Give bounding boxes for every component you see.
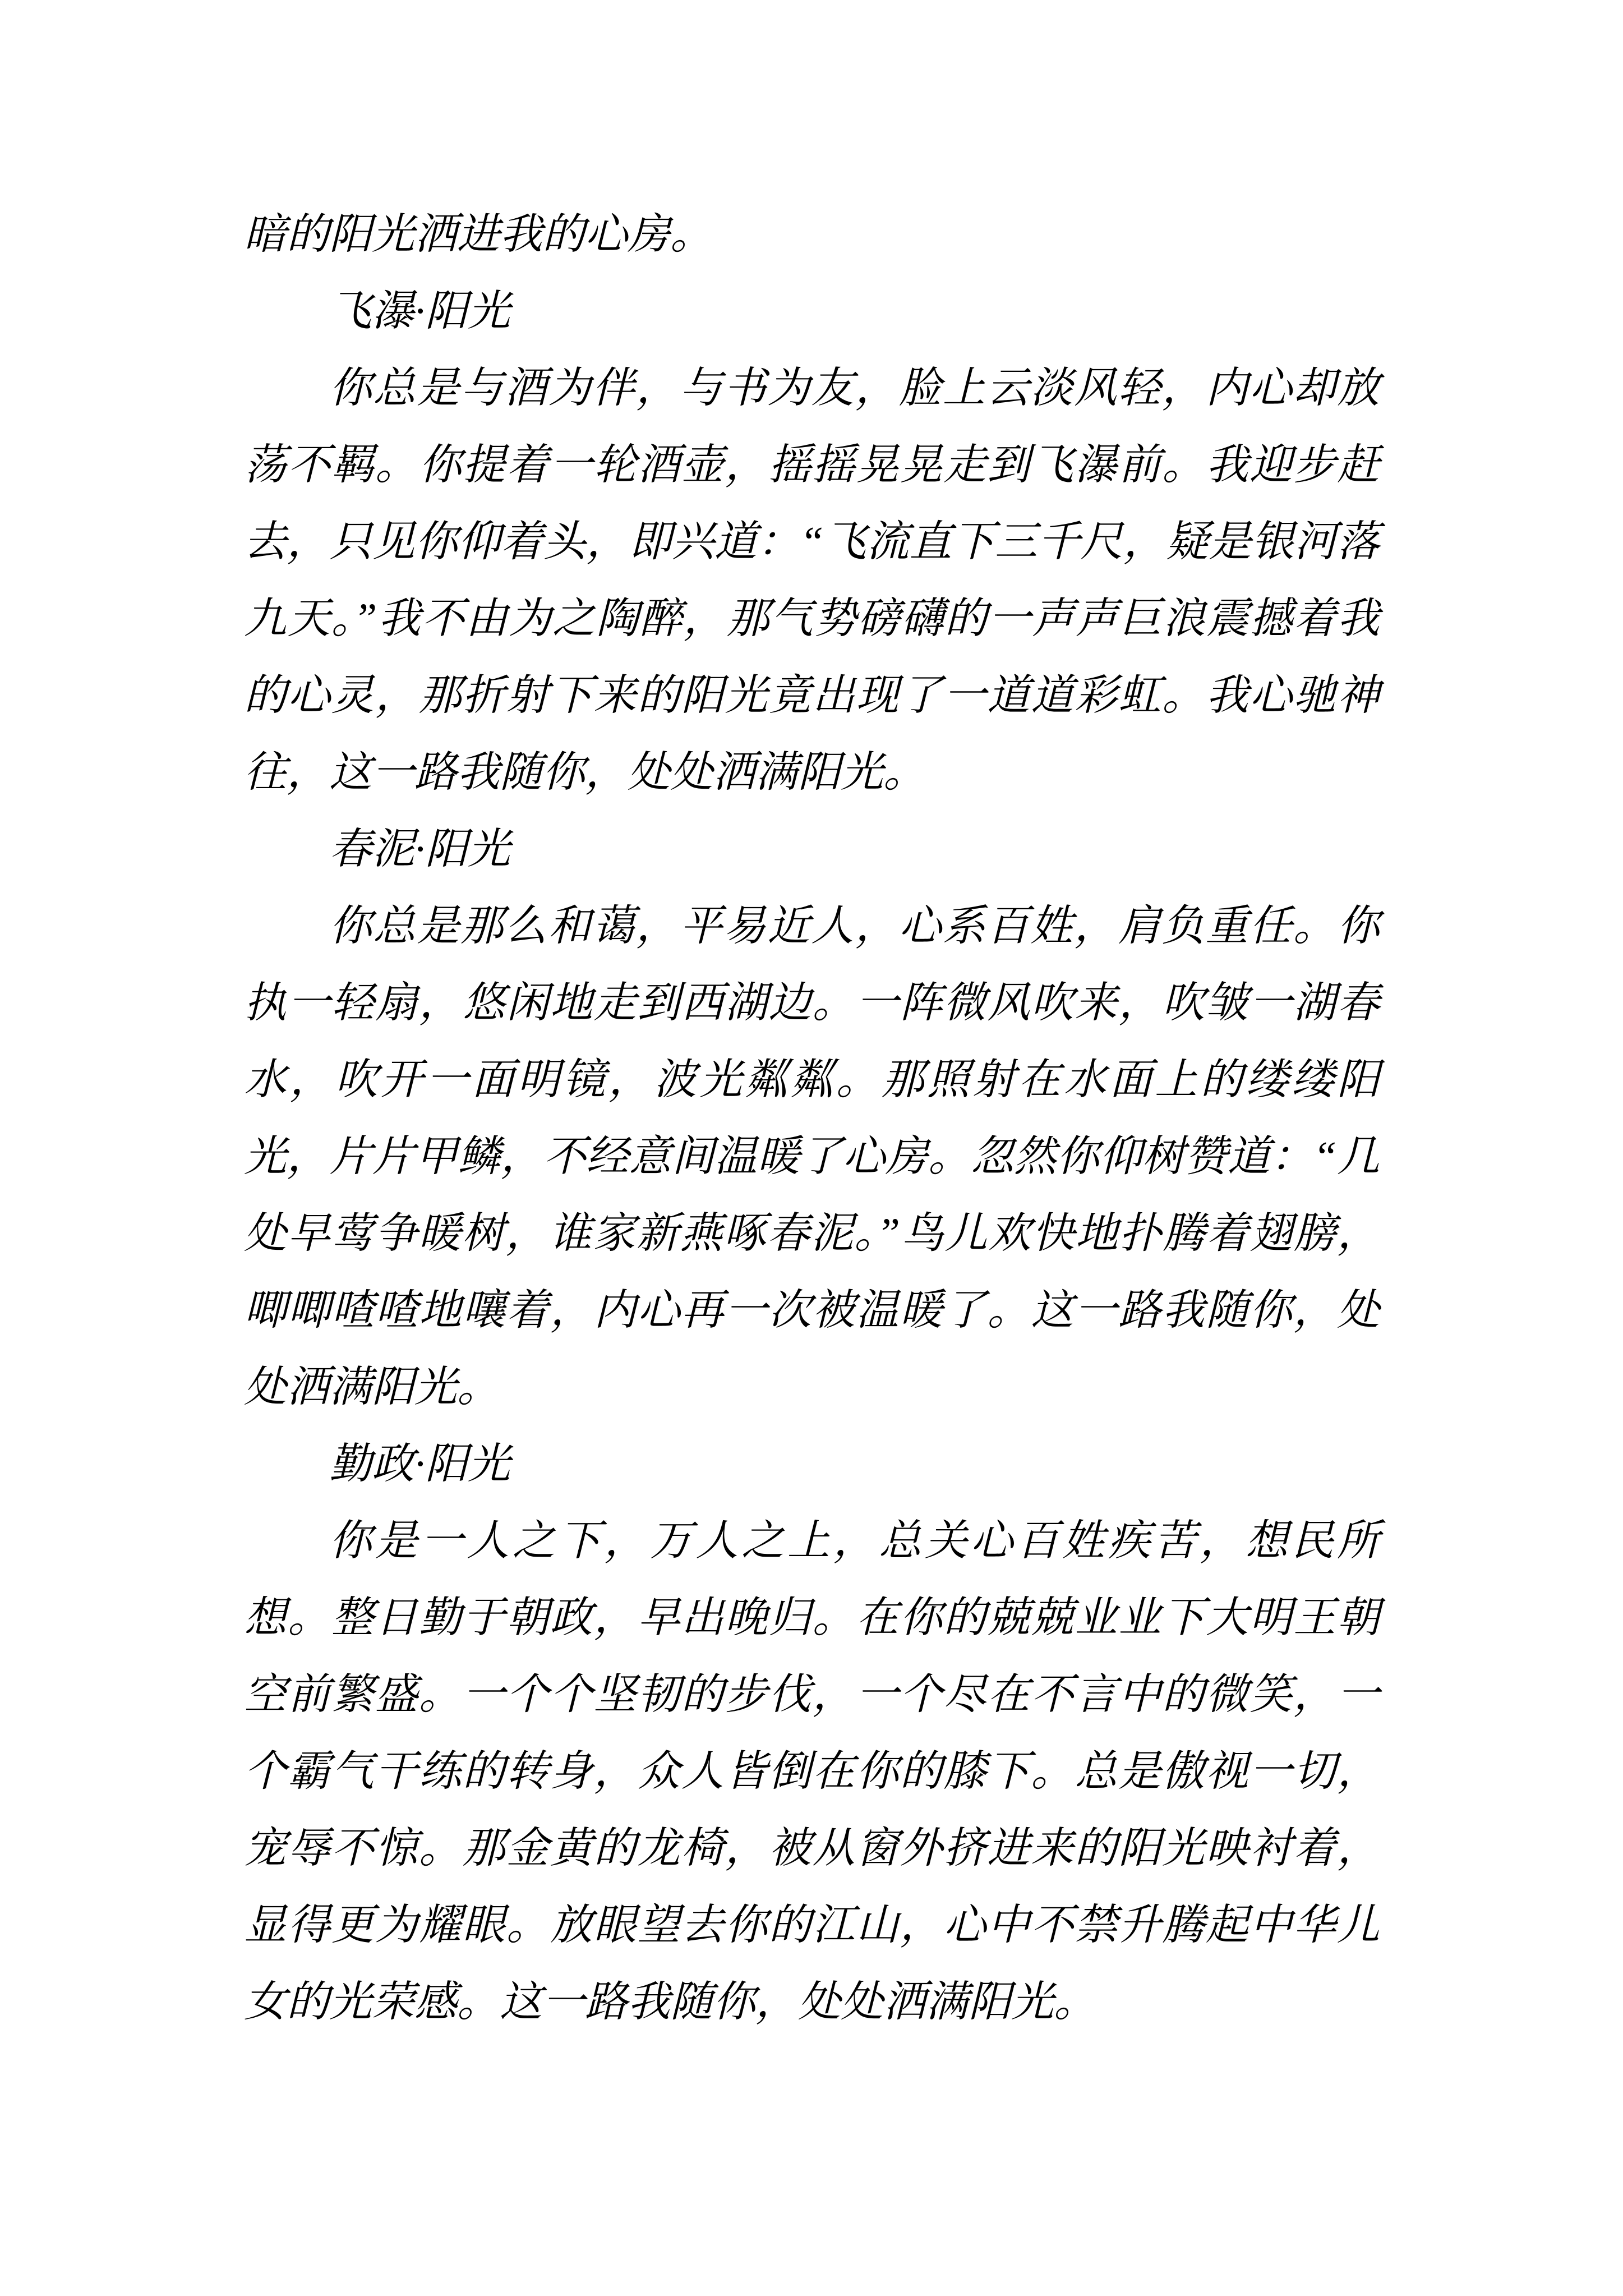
- section-heading-chunni-sunlight: 春泥·阳光: [329, 826, 510, 873]
- paragraph-qinzheng-body: 你是一人之下，万人之上，总关心百姓疾苦，想民所想。整日勤于朝政，早出晚归。在你的兢兢业业下大明王朝空前繁盛。一个个坚韧的步伐，一个尽在不言中的微笑，一个霸气干练的转身，众人皆倒在你的膝下。总是傲视一切，宠辱不惊。那金黄的龙椅，被从窗外挤进来的阳光映衬着，显得更为耀眼。放眼望去你的江山，心中不禁升腾起中华儿女的光荣感。这一路我随你，处处洒满阳光。: [244, 1517, 1380, 2026]
- paragraph-feipu-body: 你总是与酒为伴，与书为友，脸上云淡风轻，内心却放荡不羁。你提着一轮酒壶，摇摇晃晃走到飞瀑前。我迎步赶去，只见你仰着头，即兴道：“飞流直下三千尺，疑是银河落九天。”我不由为之陶醉，那气势磅礴的一声声巨浪震撼着我的心灵，那折射下来的阳光竟出现了一道道彩虹。我心驰神往，这一路我随你，处处洒满阳光。: [244, 365, 1380, 796]
- section-heading-qinzheng-sunlight: 勤政·阳光: [329, 1441, 510, 1488]
- paragraph-continuation: 暗的阳光洒进我的心房。: [244, 211, 713, 258]
- paragraph-chunni-body: 你总是那么和蔼，平易近人，心系百姓，肩负重任。你执一轻扇，悠闲地走到西湖边。一阵微风吹来，吹皱一湖春水，吹开一面明镜，波光粼粼。那照射在水面上的缕缕阳光，片片甲鳞，不经意间温暖了心房。忽然你仰树赞道：“几处早莺争暖树，谁家新燕啄春泥。”鸟儿欢快地扑腾着翅膀，唧唧喳喳地嚷着，内心再一次被温暖了。这一路我随你，处处洒满阳光。: [244, 903, 1380, 1411]
- section-heading-feipu-sunlight: 飞瀑·阳光: [329, 288, 510, 335]
- essay-text-block: [244, 196, 1380, 2041]
